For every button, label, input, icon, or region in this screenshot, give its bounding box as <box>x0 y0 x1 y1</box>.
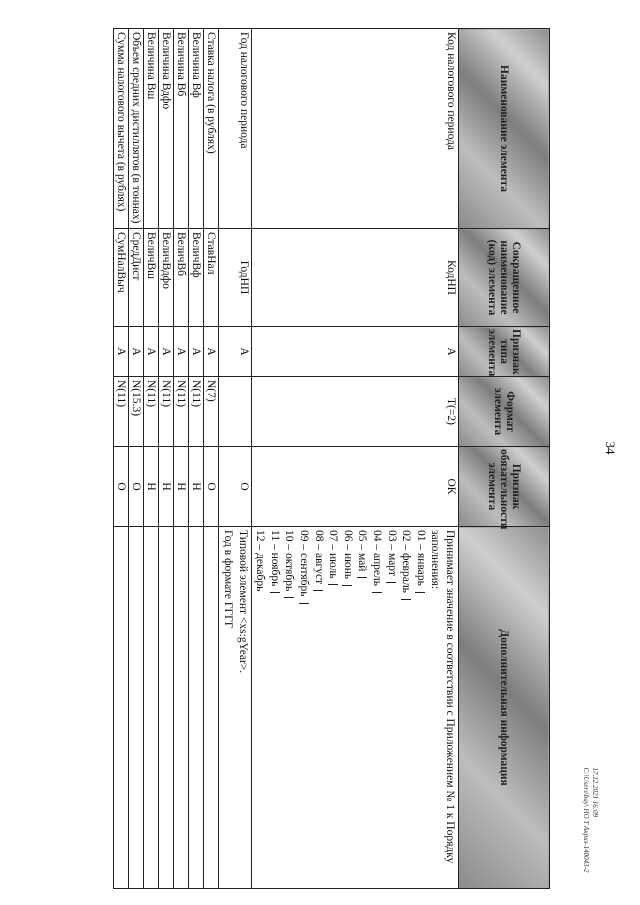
cell-code: КодНП <box>251 229 458 327</box>
footer-note-line1: 17.12.2021 16:09 <box>591 767 599 818</box>
elements-table <box>114 28 551 889</box>
cell-type: А <box>189 327 204 377</box>
cell-name: Ставка налога (в рублях) <box>204 29 219 229</box>
month-item: 03 – март <box>384 530 399 885</box>
cell-format: T(=2) <box>251 377 458 447</box>
page-number: 34 <box>603 441 618 455</box>
header-name: Наименование элемента <box>459 29 550 229</box>
cell-required: Н <box>144 447 159 527</box>
cell-required: О <box>114 447 129 527</box>
cell-info <box>219 527 251 889</box>
cell-format: N(11) <box>144 377 159 447</box>
month-item: 10 – октябрь <box>282 530 297 885</box>
header-type: Признак типа элемента <box>459 327 550 377</box>
footer-note <box>581 768 599 873</box>
cell-required: Н <box>159 447 174 527</box>
month-item: 01 – январь <box>413 530 428 885</box>
cell-info <box>174 527 189 889</box>
info-line: Год в формате ГГГГ <box>222 530 235 629</box>
cell-code: ГодНП <box>219 229 251 327</box>
month-item: 12 – декабрь <box>254 530 267 592</box>
table-row <box>159 29 174 889</box>
header-info: Дополнительная информация <box>459 527 550 889</box>
cell-name: Сумма налогового вычета (в рублях) <box>114 29 129 229</box>
month-item: 06 – июнь <box>340 530 355 885</box>
cell-code: СтавНал <box>204 229 219 327</box>
table-row <box>174 29 189 889</box>
cell-type: А <box>159 327 174 377</box>
cell-info <box>114 527 129 889</box>
cell-code: ВеличВдфо <box>159 229 174 327</box>
cell-name: Код налогового периода <box>251 29 458 229</box>
table-row <box>219 29 251 889</box>
cell-format: N(7) <box>204 377 219 447</box>
cell-format: N(11) <box>159 377 174 447</box>
header-format: Формат элемента <box>459 377 550 447</box>
table-rotation-wrapper <box>90 28 550 888</box>
cell-info <box>251 527 458 889</box>
rotated-table-container <box>90 28 550 888</box>
cell-info <box>204 527 219 889</box>
cell-type: А <box>114 327 129 377</box>
table-row <box>204 29 219 889</box>
header-code: Сокращенное наименование (код) элемента <box>459 229 550 327</box>
cell-name: Величина Вдфо <box>159 29 174 229</box>
table-row <box>144 29 159 889</box>
cell-info <box>189 527 204 889</box>
month-item: 08 – август <box>311 530 326 885</box>
table-row <box>251 29 458 889</box>
cell-type: А <box>144 327 159 377</box>
cell-required: О <box>204 447 219 527</box>
cell-code: СумНалВыч <box>114 229 129 327</box>
cell-name: Величина Вф <box>189 29 204 229</box>
month-item: 11 – ноябрь <box>267 530 282 885</box>
cell-code: ВеличВб <box>174 229 189 327</box>
cell-type: А <box>219 327 251 377</box>
cell-required: Н <box>174 447 189 527</box>
month-item: 09 – сентябрь <box>296 530 311 885</box>
cell-required: ОК <box>251 447 458 527</box>
cell-info <box>159 527 174 889</box>
cell-name: Величина Вб <box>174 29 189 229</box>
cell-format: N(15.3) <box>129 377 144 447</box>
month-item: 02 – февраль <box>399 530 414 885</box>
cell-type: А <box>129 327 144 377</box>
info-intro: Принимает значение в соответствии с Приложением № 1 к Порядку заполнения: <box>429 530 456 864</box>
header-required: Признак обязательности элемента <box>459 447 550 527</box>
cell-code: ВеличВш <box>144 229 159 327</box>
cell-format: N(11) <box>189 377 204 447</box>
cell-format: N(11) <box>174 377 189 447</box>
cell-format: N(11) <box>114 377 129 447</box>
cell-required: О <box>219 447 251 527</box>
cell-type: А <box>204 327 219 377</box>
cell-info <box>144 527 159 889</box>
cell-code: СредДист <box>129 229 144 327</box>
table-header-row <box>459 29 550 889</box>
month-item: 05 – май <box>355 530 370 885</box>
cell-name: Год налогового периода <box>219 29 251 229</box>
table-row <box>114 29 129 889</box>
cell-type: А <box>174 327 189 377</box>
cell-required: Н <box>189 447 204 527</box>
month-item: 04 – апрель <box>369 530 384 885</box>
cell-info <box>129 527 144 889</box>
month-item: 07 – июль <box>326 530 341 885</box>
table-row <box>189 29 204 889</box>
footer-note-line2: С:\Users\bay\ НО Т Акриз-140043-2 <box>582 767 590 873</box>
cell-code: ВеличВф <box>189 229 204 327</box>
info-intro: Типовой элемент <xs:gYear>. <box>236 530 249 674</box>
cell-type: А <box>251 327 458 377</box>
table-row <box>129 29 144 889</box>
cell-required: О <box>129 447 144 527</box>
cell-name: Объем средних дистиллятов (в тоннах) <box>129 29 144 229</box>
cell-name: Величина Вш <box>144 29 159 229</box>
cell-format <box>219 377 251 447</box>
